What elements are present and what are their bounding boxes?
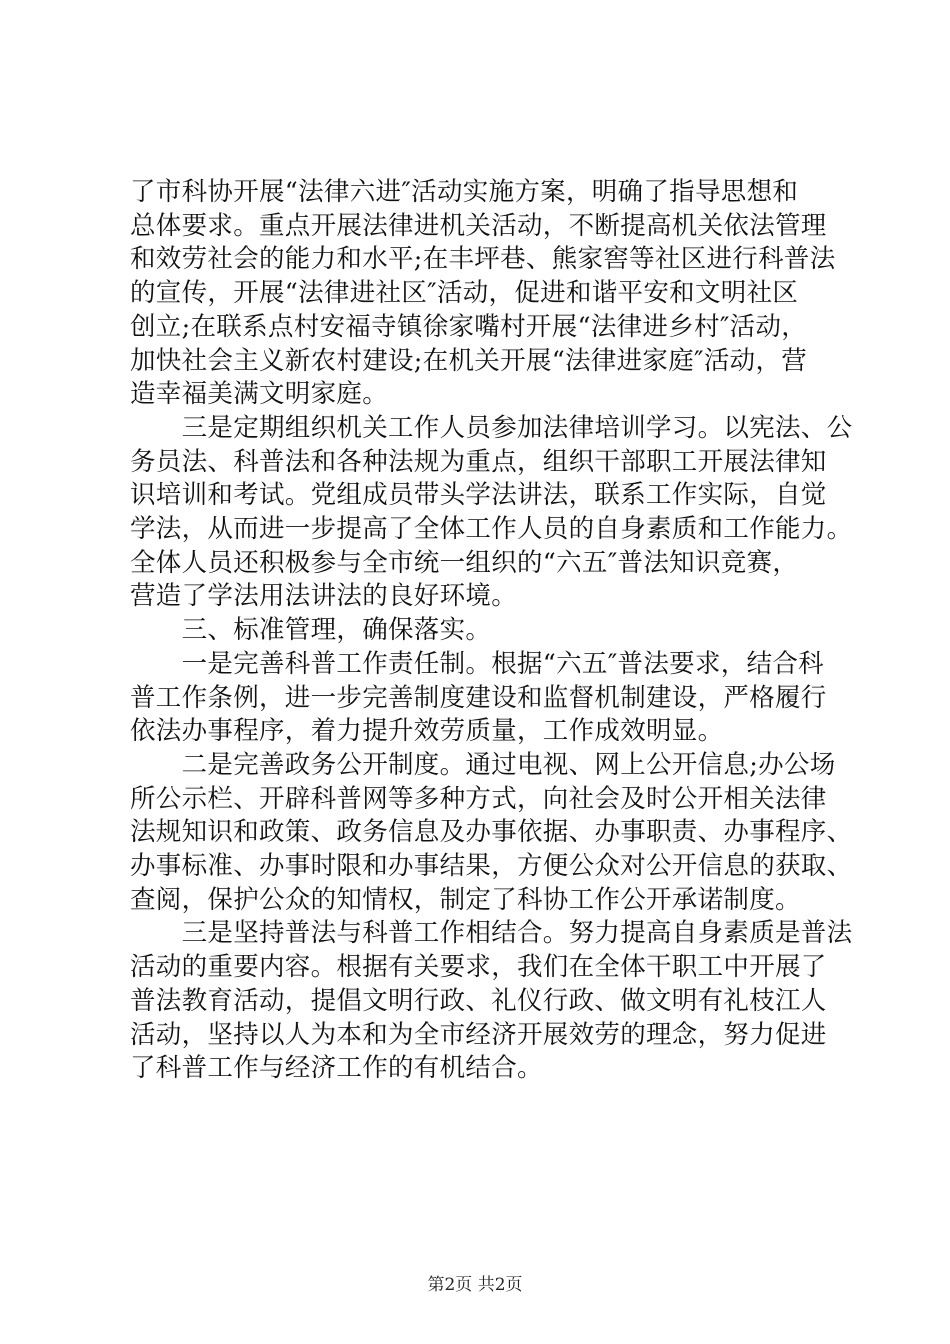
text-line: 查阅，保护公众的知情权，制定了科协工作公开承诺制度。 [130, 884, 801, 915]
text-line: 普法教育活动，提倡文明行政、礼仪行政、做文明有礼枝江人 [130, 985, 827, 1016]
text-line: 全体人员还积极参与全市统一组织的“六五″普法知识竞赛， [130, 547, 799, 578]
text-line: 所公示栏、开辟科普网等多种方式，向社会及时公开相关法律 [130, 783, 827, 814]
text-line: 了市科协开展“法律六进″活动实施方案，明确了指导思想和 [130, 177, 799, 207]
text-line: 和效劳社会的能力和水平;在丰坪巷、熊家窖等社区进行科普法 [130, 244, 836, 275]
text-line: 识培训和考试。党组成员带头学法讲法，联系工作实际，自觉 [130, 480, 827, 511]
text-line: 营造了学法用法讲法的良好环境。 [130, 581, 518, 612]
text-line: 依法办事程序，着力提升效劳质量，工作成效明显。 [130, 716, 724, 747]
text-line: 三是定期组织机关工作人员参加法律培训学习。以宪法、公 [130, 412, 853, 443]
text-line: 二是完善政务公开制度。通过电视、网上公开信息;办公场 [130, 749, 836, 780]
text-line: 造幸福美满文明家庭。 [130, 379, 389, 410]
text-line: 总体要求。重点开展法律进机关活动，不断提高机关依法管理 [130, 210, 827, 241]
section-heading: 三、标准管理，确保落实。 [130, 615, 492, 646]
text-line: 务员法、科普法和各种法规为重点，组织干部职工开展法律知 [130, 446, 827, 477]
text-line: 一是完善科普工作责任制。根据“六五″普法要求，结合科 [130, 648, 824, 679]
text-line: 办事标准、办事时限和办事结果，方便公众对公开信息的获取、 [130, 851, 853, 882]
text-line: 活动，坚持以人为本和为全市经济开展效劳的理念，努力促进 [130, 1019, 827, 1050]
text-line: 普工作条例，进一步完善制度建设和监督机制建设，严格履行 [130, 682, 827, 713]
page-footer: 第2页 共2页 [427, 1275, 523, 1295]
text-line: 三是坚持普法与科普工作相结合。努力提高自身素质是普法 [130, 918, 853, 949]
text-line: 法规知识和政策、政务信息及办事依据、办事职责、办事程序、 [130, 817, 853, 848]
text-line: 学法，从而进一步提高了全体工作人员的自身素质和工作能力。 [130, 514, 853, 545]
text-line: 了科普工作与经济工作的有机结合。 [130, 1053, 543, 1084]
document-body [130, 176, 853, 1086]
text-line: 创立;在联系点村安福寺镇徐家嘴村开展“法律进乡村″活动， [130, 311, 808, 342]
text-line: 活动的重要内容。根据有关要求，我们在全体干职工中开展了 [130, 952, 827, 983]
text-line: 的宣传，开展“法律进社区″活动，促进和谐平安和文明社区 [130, 278, 799, 309]
text-line: 加快社会主义新农村建设;在机关开展“法律进家庭″活动，营 [130, 345, 808, 376]
